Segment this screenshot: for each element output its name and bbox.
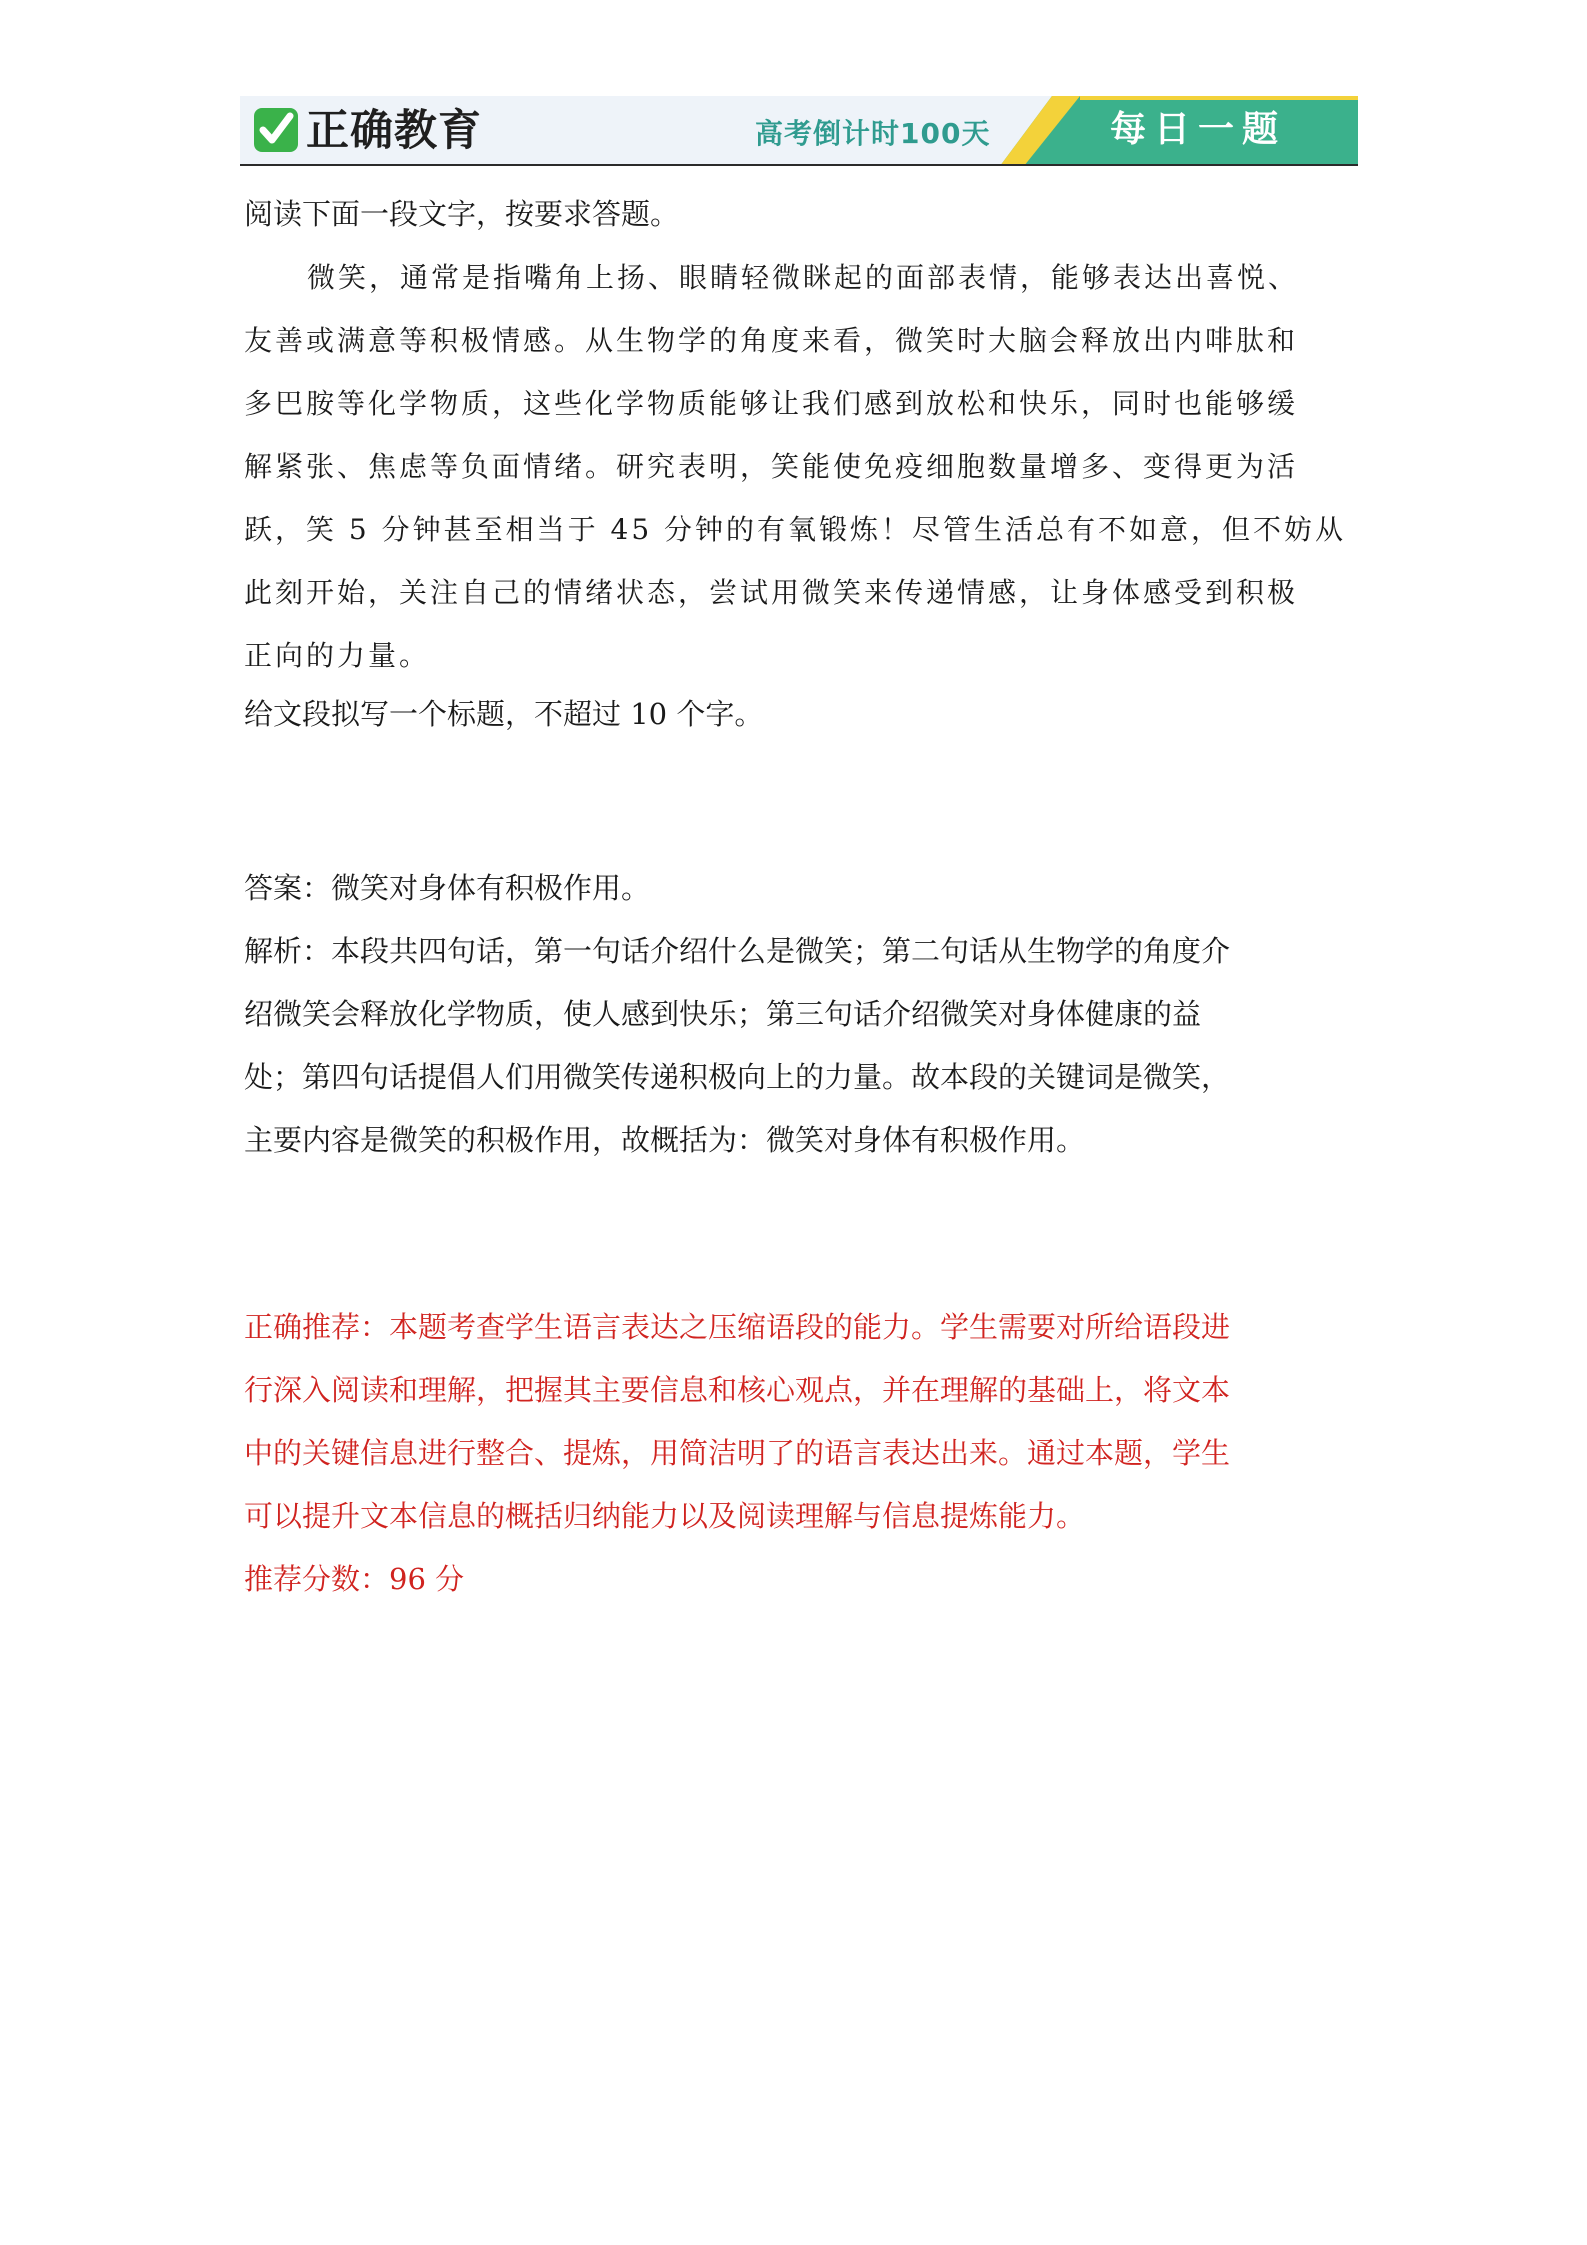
passage-line: 正向的力量。 bbox=[244, 639, 431, 672]
answer-line: 答案：微笑对身体有积极作用。 bbox=[244, 871, 651, 905]
recommendation-section bbox=[244, 1296, 1344, 1611]
instruction-line: 阅读下面一段文字，按要求答题。 bbox=[244, 197, 680, 231]
analysis-line: 主要内容是微笑的积极作用，故概括为：微笑对身体有积极作用。 bbox=[244, 1123, 1086, 1157]
daily-question-label: 每日一题 bbox=[1110, 109, 1287, 150]
header-banner bbox=[240, 96, 1358, 166]
countdown-label: 高考倒计时100天 bbox=[755, 117, 991, 150]
analysis-line: 处；第四句话提倡人们用微笑传递积极向上的力量。故本段的关键词是微笑， bbox=[244, 1060, 1231, 1094]
passage-line: 解紧张、焦虑等负面情绪。研究表明，笑能使免疫细胞数量增多、变得更为活 bbox=[244, 450, 1299, 483]
passage-line: 多巴胺等化学物质，这些化学物质能够让我们感到放松和快乐，同时也能够缓 bbox=[244, 387, 1299, 420]
recommendation-line: 行深入阅读和理解，把握其主要信息和核心观点，并在理解的基础上，将文本 bbox=[244, 1373, 1231, 1407]
daily-question-band bbox=[1000, 96, 1358, 166]
passage-line: 友善或满意等积极情感。从生物学的角度来看，微笑时大脑会释放出内啡肽和 bbox=[244, 324, 1299, 357]
question-prompt bbox=[244, 683, 1344, 746]
header-divider bbox=[240, 164, 1358, 166]
check-icon bbox=[254, 108, 298, 152]
analysis-line: 绍微笑会释放化学物质，使人感到快乐；第三句话介绍微笑对身体健康的益 bbox=[244, 997, 1202, 1031]
passage-line: 跃，笑 5 分钟甚至相当于 45 分钟的有氧锻炼！尽管生活总有不如意，但不妨从 bbox=[244, 513, 1347, 546]
analysis-line: 解析：本段共四句话，第一句话介绍什么是微笑；第二句话从生物学的角度介 bbox=[244, 934, 1231, 968]
instruction-text bbox=[244, 183, 1344, 246]
prompt-line: 给文段拟写一个标题，不超过 10 个字。 bbox=[244, 697, 764, 731]
recommendation-line: 正确推荐：本题考查学生语言表达之压缩语段的能力。学生需要对所给语段进 bbox=[244, 1310, 1231, 1344]
passage-line: 此刻开始，关注自己的情绪状态，尝试用微笑来传递情感，让身体感受到积极 bbox=[244, 576, 1299, 609]
brand-logo-text: 正确教育 bbox=[306, 106, 482, 156]
recommendation-line: 中的关键信息进行整合、提炼，用简洁明了的语言表达出来。通过本题，学生 bbox=[244, 1436, 1231, 1470]
recommendation-line: 可以提升文本信息的概括归纳能力以及阅读理解与信息提炼能力。 bbox=[244, 1499, 1086, 1533]
passage-line: 微笑，通常是指嘴角上扬、眼睛轻微眯起的面部表情，能够表达出喜悦、 bbox=[307, 261, 1300, 294]
score-line: 推荐分数：96 分 bbox=[244, 1562, 465, 1596]
passage bbox=[244, 246, 1347, 687]
answer-section bbox=[244, 857, 1344, 1172]
